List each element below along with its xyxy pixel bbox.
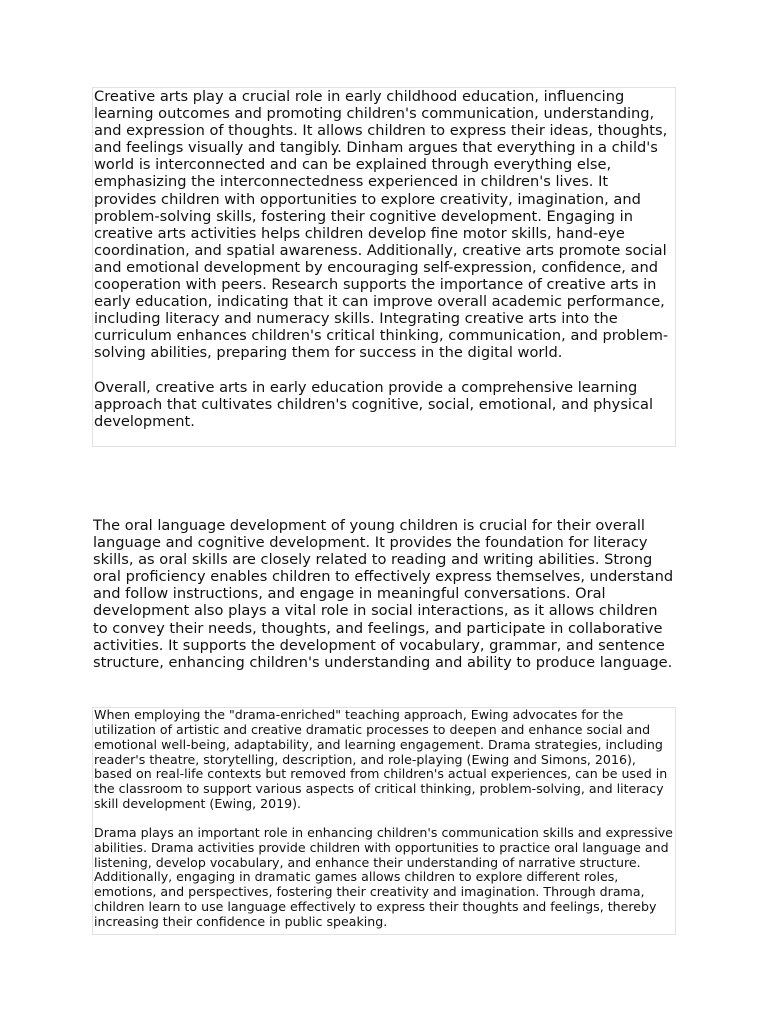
drama-text-box — [92, 707, 676, 935]
drama-approach-paragraph: When employing the "drama-enriched" teaching approach, Ewing advocates for the utilization of artistic and creative dramatic processes to deepen and enhance social and emotional well-being, adaptability, and learning engagement. Drama strategies, including reader's theatre, storytelling, description, and role-playing (Ewing and Simons, 2016), based on real-life contexts but removed from children's actual experiences, can be used in the classroom to support various aspects of critical thinking, problem-solving, and literacy skill development (Ewing, 2019). — [94, 707, 668, 812]
drama-communication-paragraph: Drama plays an important role in enhancing children's communication skills and expressive abilities. Drama activities provide children with opportunities to practice oral language and listening, develop vocabulary, and enhance their understanding of narrative structure. Additionally, engaging in dramatic games allows children to explore different roles, emotions, and perspectives, fostering their creativity and imagination. Through drama, children learn to use language effectively to express their thoughts and feelings, thereby increasing their confidence in public speaking. — [94, 824, 673, 929]
creative-arts-text-box — [92, 87, 676, 447]
oral-language-section — [93, 517, 676, 671]
creative-arts-summary-paragraph: Overall, creative arts in early education provide a comprehensive learning approach that cultivates children's cognitive, social, emotional, and physical development. — [94, 378, 653, 430]
oral-language-paragraph: The oral language development of young children is crucial for their overall language and cognitive development. It provides the foundation for literacy skills, as oral skills are closely related to reading and writing abilities. Strong oral proficiency enables children to effectively express themselves, understand and follow instructions, and engage in meaningful conversations. Oral development also plays a vital role in social interactions, as it allows children to convey their needs, thoughts, and feelings, and participate in collaborative activities. It supports the development of vocabulary, grammar, and sentence structure, enhancing children's understanding and ability to produce language. — [93, 517, 674, 671]
creative-arts-paragraph: Creative arts play a crucial role in early childhood education, influencing learning outcomes and promoting children's communication, understanding, and expression of thoughts. It allows children to express their ideas, thoughts, and feelings visually and tangibly. Dinham argues that everything in a child's world is interconnected and can be explained through everything else, emphasizing the interconnectedness experienced in children's lives. It provides children with opportunities to explore creativity, imagination, and problem-solving skills, fostering their cognitive development. Engaging in creative arts activities helps children develop fine motor skills, hand-eye coordination, and spatial awareness. Additionally, creative arts promote social and emotional development by encouraging self-expression, confidence, and cooperation with peers. Research supports the importance of creative arts in early education, indicating that it can improve overall academic performance, including literacy and numeracy skills. Integrating creative arts into the curriculum enhances children's critical thinking, communication, and problem-solving abilities, preparing them for success in the digital world. — [94, 88, 669, 362]
